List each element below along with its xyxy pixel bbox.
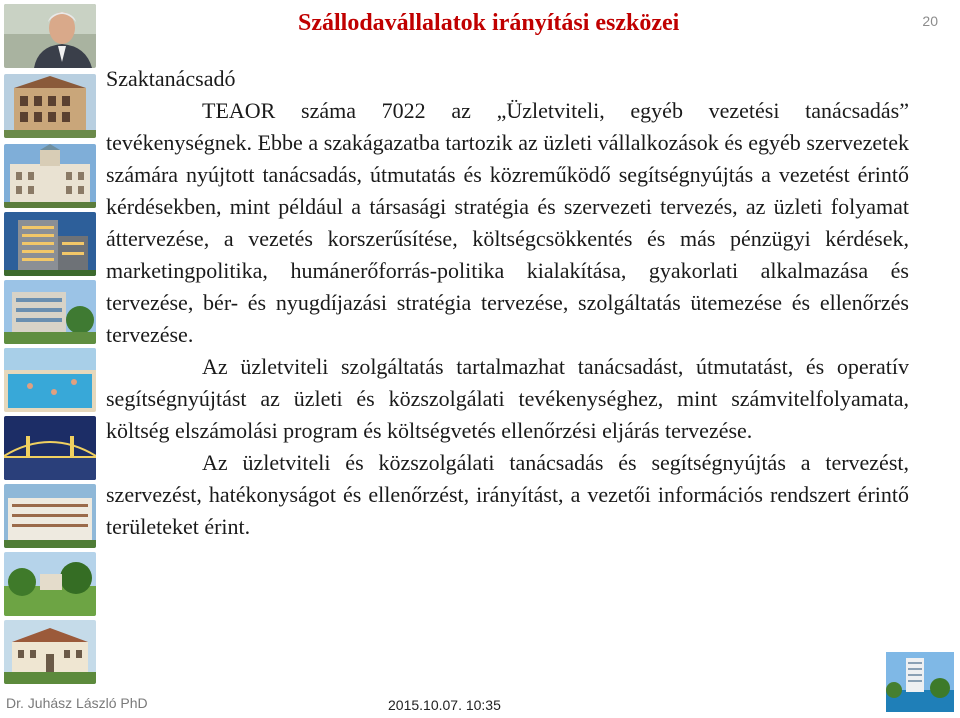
pool-photo bbox=[4, 348, 96, 412]
garden-photo bbox=[4, 552, 96, 616]
building-photo bbox=[4, 74, 96, 138]
sidebar-photo-strip bbox=[4, 4, 96, 694]
paragraph-1: TEAOR száma 7022 az „Üzletviteli, egyéb vezetési tanácsadás” tevékenységnek. Ebbe a szakágazatba tartozik az üzleti vállalkozások és egyéb szervezetek számára nyújtott tanácsadás, útmutatás és közreműködő segítségnyújtás a vezetést érintő kérdésekben, mint például a társasági stratégia és szervezeti tervezés, az üzleti folyamat áttervezése, a vezetés korszerűsítése, költségcsökkentés és más pénzügyi kérdések, marketingpolitika, humánerőforrás-politika kialakítása, gyakorlati alkalmazása és tervezése, bér- és nyugdíjazási stratégia tervezése, szolgáltatás ütemezése és ellenőrzés tervezése. bbox=[106, 98, 909, 347]
footer-datetime: 2015.10.07. 10:35 bbox=[388, 697, 501, 713]
seaside-hotel-photo bbox=[886, 652, 954, 712]
section-heading: Szaktanácsadó bbox=[106, 66, 236, 91]
spa-hotel-photo bbox=[4, 280, 96, 344]
paragraph-2: Az üzletviteli szolgáltatás tartalmazhat tanácsadást, útmutatást, és operatív segítségnyújtást az üzleti és közszolgálati tevékenységhez, mint számvitelfolyamata, költség elszámolási program és költségvetés ellenőrzési eljárás tervezése. bbox=[106, 354, 909, 443]
manor-photo bbox=[4, 620, 96, 684]
main-content bbox=[106, 63, 909, 543]
palace-hotel-photo bbox=[4, 144, 96, 208]
resort-building-photo bbox=[4, 484, 96, 548]
footer-author: Dr. Juhász László PhD bbox=[6, 695, 148, 711]
bridge-photo bbox=[4, 416, 96, 480]
paragraph-3: Az üzletviteli és közszolgálati tanácsadás és segítségnyújtás a tervezést, szervezést, hatékonyságot és ellenőrzést, irányítást, a vezetői információs rendszert érintő területeket érint. bbox=[106, 450, 909, 539]
page-number: 20 bbox=[922, 13, 938, 29]
slide-title: Szállodavállalatok irányítási eszközei bbox=[298, 10, 680, 36]
modern-hotel-photo bbox=[4, 212, 96, 276]
portrait-photo bbox=[4, 4, 96, 68]
